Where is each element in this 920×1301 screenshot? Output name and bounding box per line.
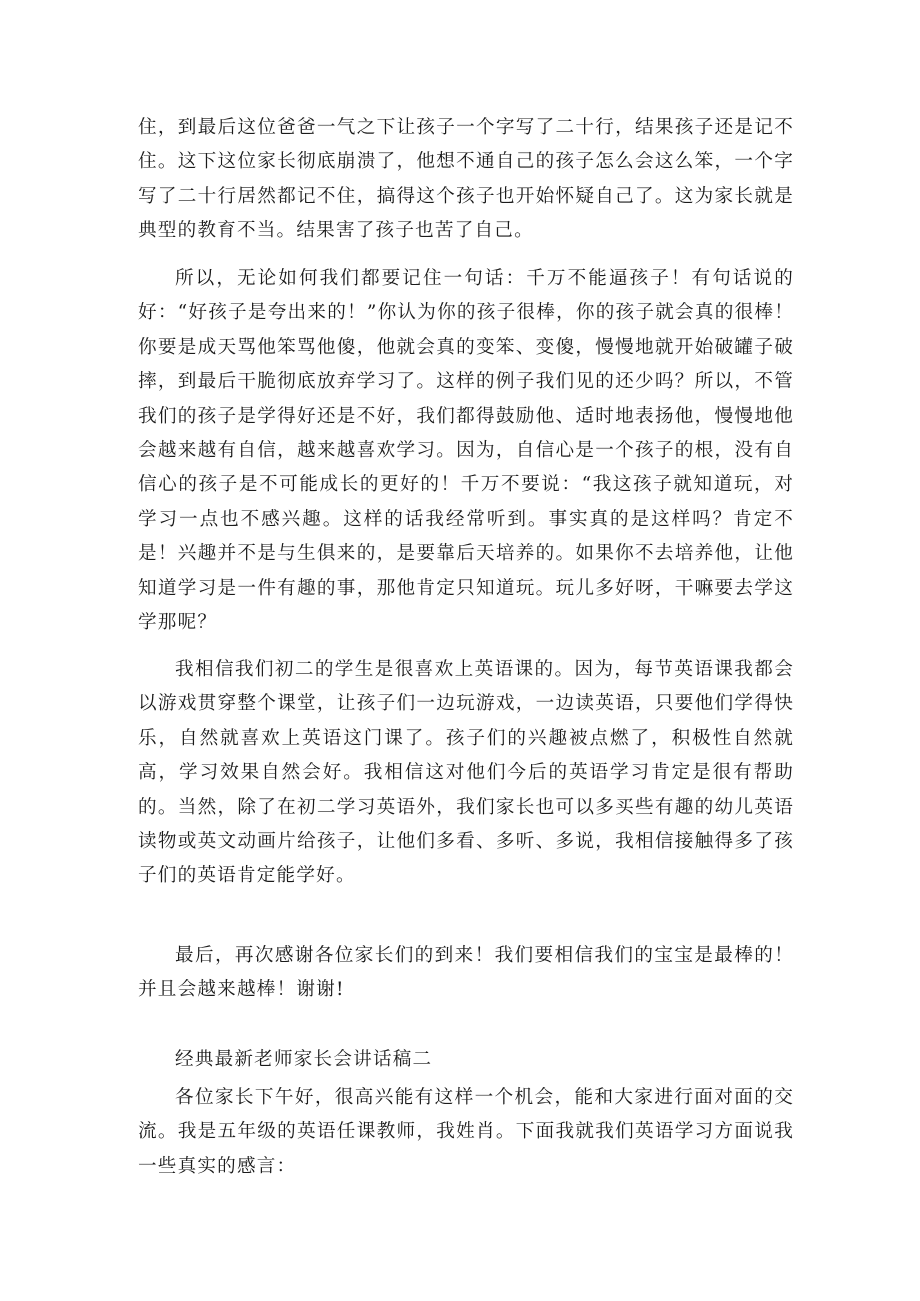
paragraph-english-class: 我相信我们初二的学生是很喜欢上英语课的。因为，每节英语课我都会以游戏贯穿整个课堂，让孩子们一边玩游戏，一边读英语，只要他们学得快乐，自然就喜欢上英语这门课了。孩子们的兴趣被点燃了，积极性自然就高，学习效果自然会好。我相信这对他们今后的英语学习肯定是很有帮助的。当然，除了在初二学习英语外，我们家长也可以多买些有趣的幼儿英语读物或英文动画片给孩子，让他们多看、多听、多说，我相信接触得多了孩子们的英语肯定能学好。 (138, 659, 794, 887)
paragraph-continuation: 住，到最后这位爸爸一气之下让孩子一个字写了二十行，结果孩子还是记不住。这下这位家长彻底崩溃了，他想不通自己的孩子怎么会这么笨，一个字写了二十行居然都记不住，搞得这个孩子也开始怀疑自己了。这为家长就是典型的教育不当。结果害了孩子也苦了自己。 (138, 117, 794, 242)
paragraph-praise-children: 所以，无论如何我们都要记住一句话：千万不能逼孩子！有句话说的好：“好孩子是夸出来的！”你认为你的孩子很棒，你的孩子就会真的很棒！你要是成天骂他笨骂他傻，他就会真的变笨、变傻，慢慢地就开始破罐子破摔，到最后干脆彻底放弃学习了。这样的例子我们见的还少吗？所以，不管我们的孩子是学得好还是不好，我们都得鼓励他、适时地表扬他，慢慢地他会越来越有自信，越来越喜欢学习。因为，自信心是一个孩子的根，没有自信心的孩子是不可能成长的更好的！千万不要说：“我这孩子就知道玩，对学习一点也不感兴趣。这样的话我经常听到。事实真的是这样吗？肯定不是！兴趣并不是与生俱来的，是要靠后天培养的。如果你不去培养他，让他知道学习是一件有趣的事，那他肯定只知道玩。玩儿多好呀，干嘛要去学这学那呢？ (138, 268, 794, 634)
section-heading: 经典最新老师家长会讲话稿二 (175, 1049, 433, 1070)
paragraph-second-speech-intro: 各位家长下午好，很高兴能有这样一个机会，能和大家进行面对面的交流。我是五年级的英语任课教师，我姓肖。下面我就我们英语学习方面说我一些真实的感言： (138, 1087, 794, 1177)
paragraph-closing-thanks: 最后，再次感谢各位家长们的到来！我们要相信我们的宝宝是最棒的！并且会越来越棒！谢谢! (138, 945, 794, 1001)
